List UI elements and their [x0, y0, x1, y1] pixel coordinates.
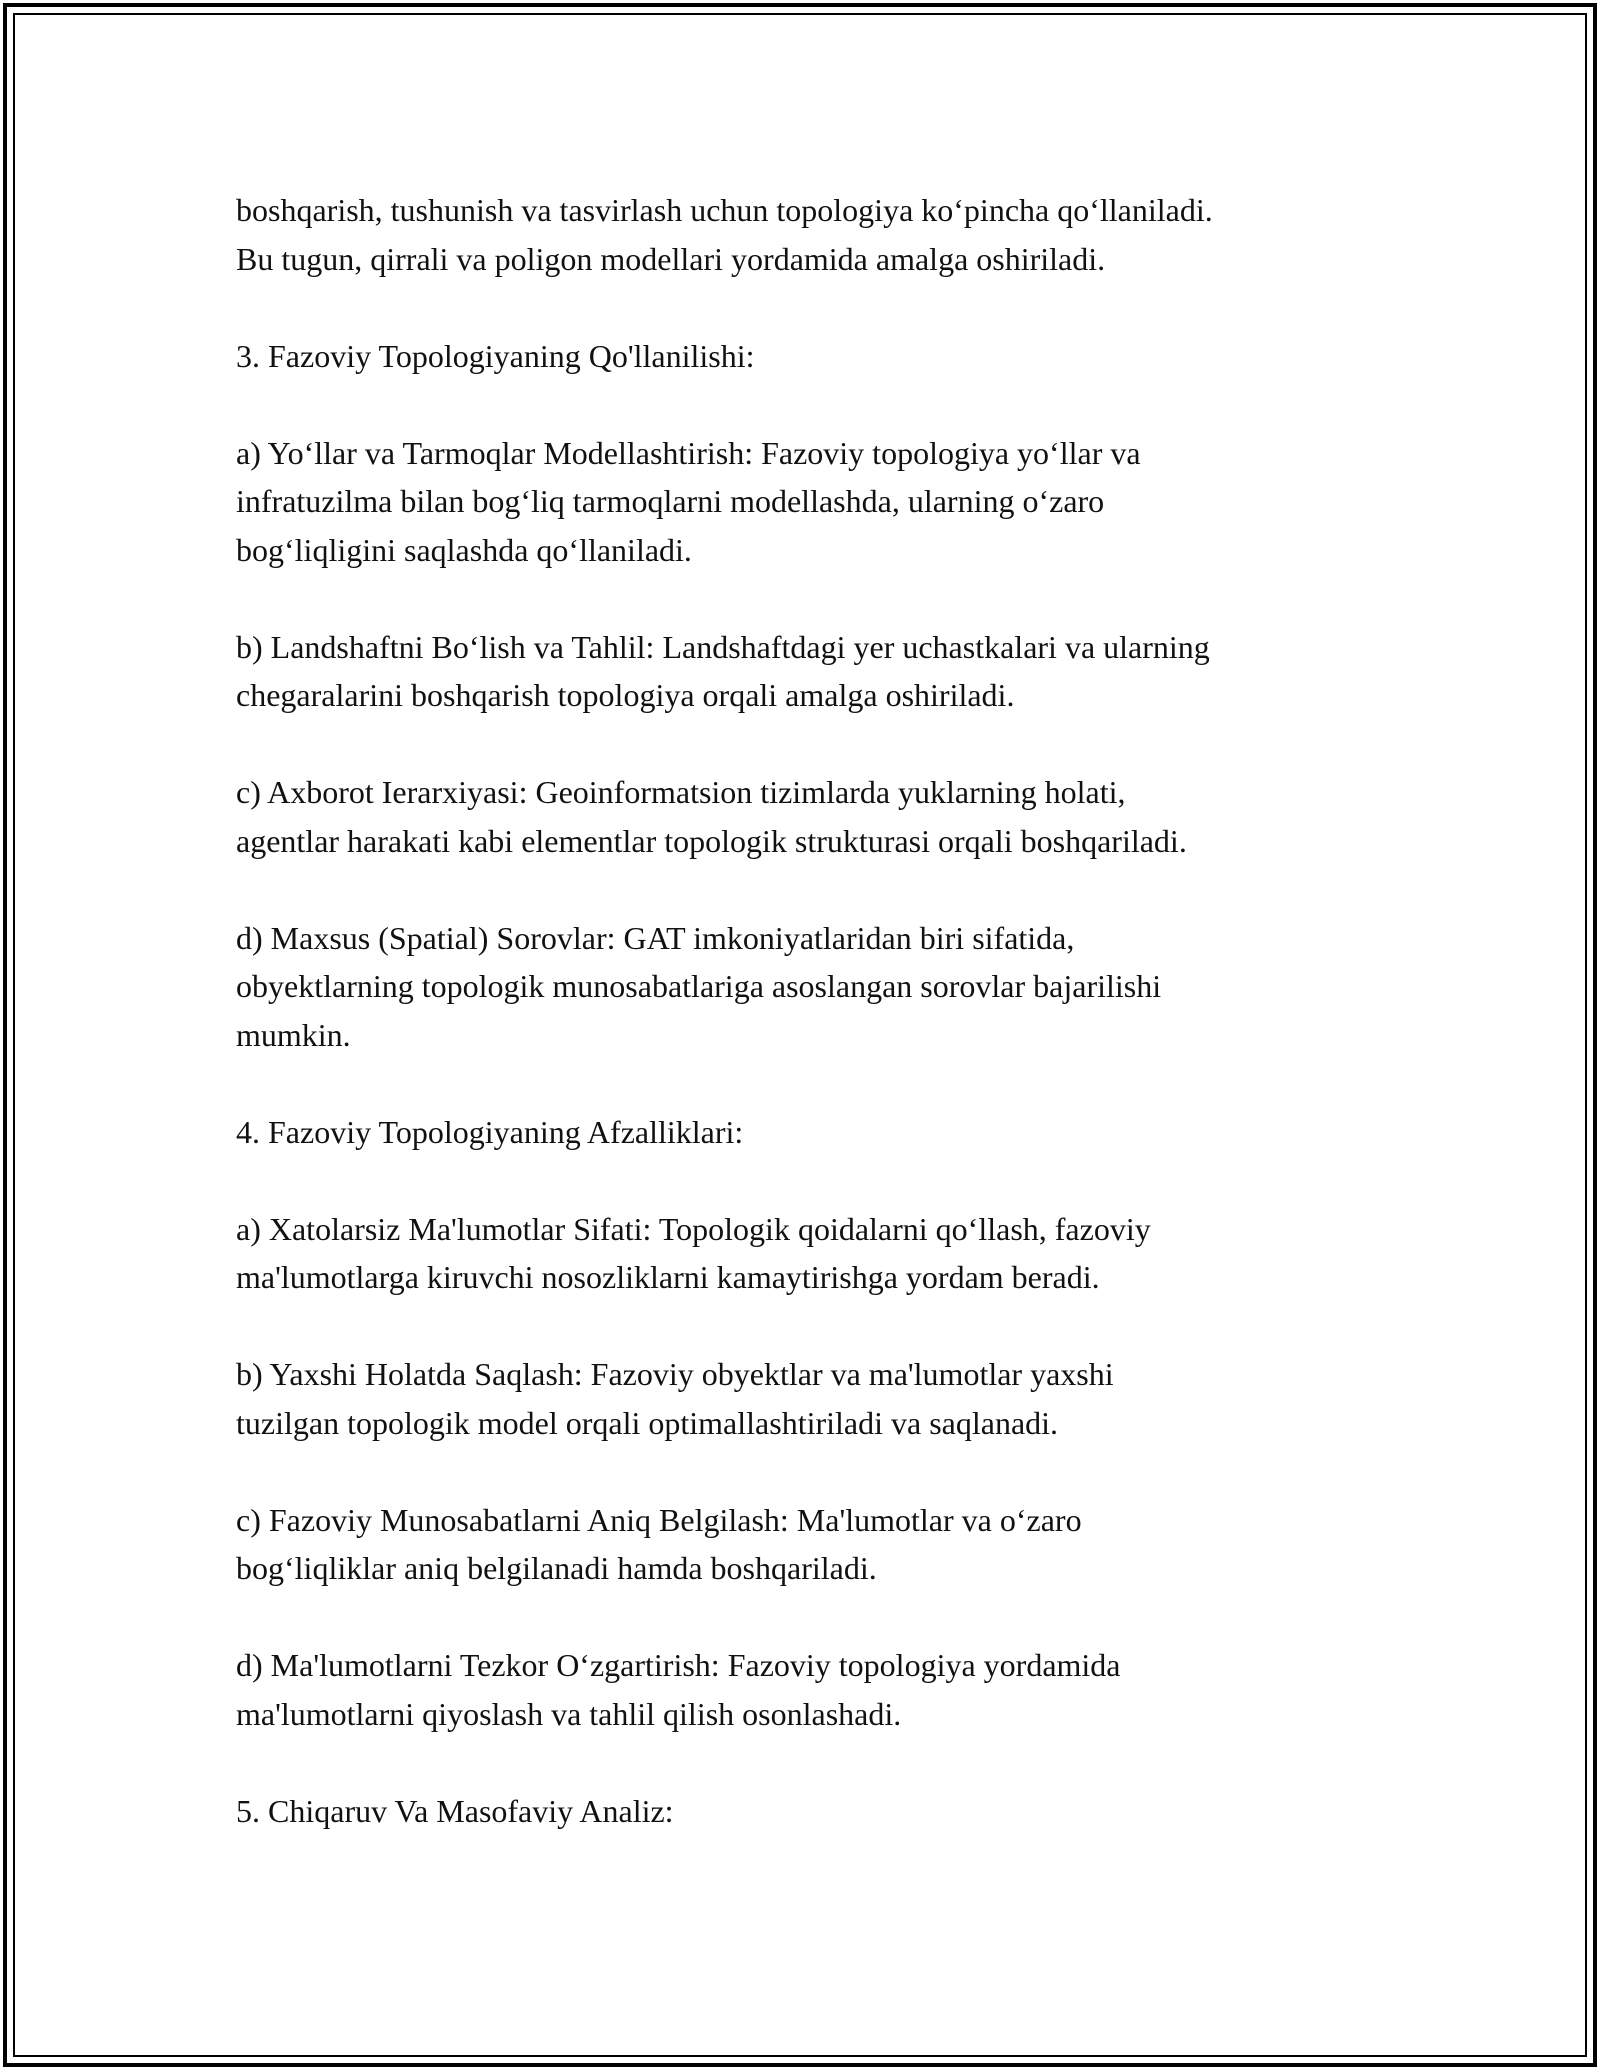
text-line: mumkin.	[236, 1016, 351, 1053]
text-line: bog‘liqligini saqlashda qo‘llaniladi.	[236, 531, 692, 568]
paragraph-intro-continuation	[236, 186, 1396, 283]
text-line: ma'lumotlarni qiyoslash va tahlil qilish osonlashadi.	[236, 1695, 902, 1732]
text-line: d) Maxsus (Spatial) Sorovlar: GAT imkoniyatlaridan biri sifatida,	[236, 919, 1075, 956]
section-heading-4	[236, 1108, 1396, 1157]
text-line: bog‘liqliklar aniq belgilanadi hamda boshqariladi.	[236, 1550, 877, 1586]
section-heading-3	[236, 332, 1396, 381]
text-line: boshqarish, tushunish va tasvirlash uchun topologiya ko‘pincha qo‘llaniladi.	[236, 192, 1213, 228]
list-item-3c	[236, 768, 1396, 865]
list-item-4c	[236, 1496, 1396, 1593]
list-item-3a	[236, 429, 1396, 575]
section-heading-5	[236, 1787, 1396, 1836]
list-item-3d	[236, 914, 1396, 1060]
text-line: a) Xatolarsiz Ma'lumotlar Sifati: Topologik qoidalarni qo‘llash, fazoviy	[236, 1210, 1151, 1247]
text-line: agentlar harakati kabi elementlar topologik strukturasi orqali boshqariladi.	[236, 822, 1187, 859]
list-item-4a	[236, 1205, 1396, 1302]
heading-text: 5. Chiqaruv Va Masofaviy Analiz:	[236, 1792, 674, 1829]
text-line: c) Fazoviy Munosabatlarni Aniq Belgilash: Ma'lumotlar va o‘zaro	[236, 1501, 1082, 1538]
heading-text: 4. Fazoviy Topologiyaning Afzalliklari:	[236, 1113, 744, 1150]
text-line: d) Ma'lumotlarni Tezkor O‘zgartirish: Fazoviy topologiya yordamida	[236, 1647, 1121, 1683]
document-body	[236, 186, 1396, 1835]
list-item-4b	[236, 1350, 1396, 1447]
text-line: b) Landshaftni Bo‘lish va Tahlil: Landshaftdagi yer uchastkalari va ularning	[236, 628, 1210, 665]
text-line: c) Axborot Ierarxiyasi: Geoinformatsion tizimlarda yuklarning holati,	[236, 774, 1126, 810]
text-line: b) Yaxshi Holatda Saqlash: Fazoviy obyektlar va ma'lumotlar yaxshi	[236, 1356, 1114, 1392]
list-item-3b	[236, 623, 1396, 720]
list-item-4d	[236, 1641, 1396, 1738]
text-line: obyektlarning topologik munosabatlariga asoslangan sorovlar bajarilishi	[236, 968, 1162, 1004]
heading-text: 3. Fazoviy Topologiyaning Qo'llanilishi:	[236, 337, 755, 374]
text-line: chegaralarini boshqarish topologiya orqali amalga oshiriladi.	[236, 677, 1015, 713]
text-line: tuzilgan topologik model orqali optimallashtiriladi va saqlanadi.	[236, 1404, 1059, 1441]
text-line: a) Yo‘llar va Tarmoqlar Modellashtirish: Fazoviy topologiya yo‘llar va	[236, 434, 1141, 471]
text-line: infratuzilma bilan bog‘liq tarmoqlarni modellashda, ularning o‘zaro	[236, 483, 1105, 519]
text-line: Bu tugun, qirrali va poligon modellari yordamida amalga oshiriladi.	[236, 240, 1106, 277]
text-line: ma'lumotlarga kiruvchi nosozliklarni kamaytirishga yordam beradi.	[236, 1259, 1100, 1295]
